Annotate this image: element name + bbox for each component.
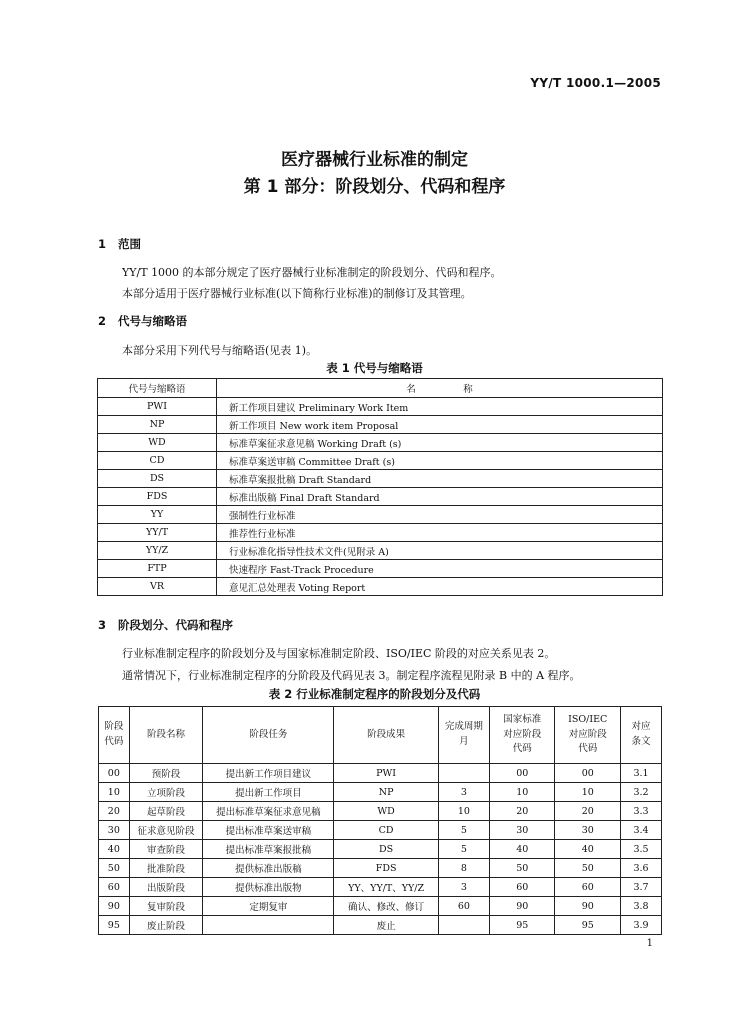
table-cell: 提出新工作项目 xyxy=(203,783,334,802)
name-cell: 新工作项目建议 Preliminary Work Item xyxy=(217,398,663,416)
table-cell: PWI xyxy=(334,764,438,783)
header-text: 阶段名称 xyxy=(147,728,186,740)
table-cell: 60 xyxy=(99,878,130,897)
table-cell: 10 xyxy=(489,783,555,802)
code-cell: PWI xyxy=(98,398,217,416)
table-cell: 60 xyxy=(489,878,555,897)
table-cell: 95 xyxy=(489,916,555,935)
header-text: 代码 xyxy=(578,743,598,755)
code-cell: VR xyxy=(98,578,217,596)
header-text: 对应阶段 xyxy=(503,728,542,740)
table-cell: 3.5 xyxy=(620,840,661,859)
header-text: ISO/IEC xyxy=(568,713,608,725)
code-cell: NP xyxy=(98,416,217,434)
table-row xyxy=(98,416,663,434)
code-cell: FTP xyxy=(98,560,217,578)
table-cell: 立项阶段 xyxy=(129,783,203,802)
code-cell: FDS xyxy=(98,488,217,506)
table-cell: 提出标准草案送审稿 xyxy=(203,821,334,840)
table-cell: 定期复审 xyxy=(203,897,334,916)
table-cell: 50 xyxy=(99,859,130,878)
table-cell: 00 xyxy=(555,764,621,783)
table-cell: 40 xyxy=(99,840,130,859)
table-cell: 废止 xyxy=(334,916,438,935)
name-cell: 标准草案送审稿 Committee Draft (s) xyxy=(217,452,663,470)
code-cell: WD xyxy=(98,434,217,452)
name-cell: 新工作项目 New work item Proposal xyxy=(217,416,663,434)
header-text: 对应阶段 xyxy=(568,728,607,740)
table-row xyxy=(98,578,663,596)
table-row xyxy=(98,488,663,506)
header-text: 阶段任务 xyxy=(249,728,288,740)
code-cell: CD xyxy=(98,452,217,470)
table-cell: FDS xyxy=(334,859,438,878)
table-row xyxy=(99,840,662,859)
table-cell: 10 xyxy=(99,783,130,802)
section-title: 范围 xyxy=(118,237,141,251)
table-cell: 00 xyxy=(99,764,130,783)
table-cell: 3 xyxy=(438,878,489,897)
page-number: 1 xyxy=(646,938,653,949)
section-number: 3 xyxy=(98,618,107,632)
paragraph: 行业标准制定程序的阶段划分及与国家标准制定阶段、ISO/IEC 阶段的对应关系见表 2。 xyxy=(122,647,556,660)
table-cell: 征求意见阶段 xyxy=(129,821,203,840)
section-1-heading xyxy=(98,236,141,252)
name-cell: 快速程序 Fast-Track Procedure xyxy=(217,560,663,578)
table-cell: YY、YY/T、YY/Z xyxy=(334,878,438,897)
table-cell: DS xyxy=(334,840,438,859)
table-cell xyxy=(438,764,489,783)
table-cell: 3.2 xyxy=(620,783,661,802)
table-cell: 90 xyxy=(99,897,130,916)
paragraph: 本部分适用于医疗器械行业标准(以下简称行业标准)的制修订及其管理。 xyxy=(122,287,472,300)
table-cell: WD xyxy=(334,802,438,821)
table-header-cell xyxy=(620,707,661,764)
header-text: 阶段成果 xyxy=(367,728,406,740)
table-row xyxy=(99,821,662,840)
table-row xyxy=(99,802,662,821)
table-cell: 30 xyxy=(99,821,130,840)
table-cell: 出版阶段 xyxy=(129,878,203,897)
table-cell: 3.8 xyxy=(620,897,661,916)
name-cell: 行业标准化指导性技术文件(见附录 A) xyxy=(217,542,663,560)
table-cell: 20 xyxy=(555,802,621,821)
table-cell: 3.1 xyxy=(620,764,661,783)
section-3-heading xyxy=(98,617,233,633)
table-row xyxy=(99,859,662,878)
table-header-cell: 代号与缩略语 xyxy=(98,379,217,398)
header-text: 完成周期 xyxy=(444,721,483,733)
table-row xyxy=(99,916,662,935)
table-row xyxy=(98,470,663,488)
table-header-cell: 名 称 xyxy=(217,379,663,398)
code-cell: YY xyxy=(98,506,217,524)
table-2 xyxy=(98,706,662,935)
table-row xyxy=(98,434,663,452)
table-cell: 起草阶段 xyxy=(129,802,203,821)
table-cell: 60 xyxy=(555,878,621,897)
name-cell: 强制性行业标准 xyxy=(217,506,663,524)
table-row xyxy=(98,560,663,578)
table-cell: 3.6 xyxy=(620,859,661,878)
table-header-row xyxy=(98,379,663,398)
table-cell: 8 xyxy=(438,859,489,878)
table-header-row xyxy=(99,707,662,764)
table-cell: 00 xyxy=(489,764,555,783)
table-cell: 90 xyxy=(555,897,621,916)
header-text: 对应 xyxy=(631,721,651,733)
code-cell: YY/T xyxy=(98,524,217,542)
table-cell: 批准阶段 xyxy=(129,859,203,878)
table-cell: 提供标准出版物 xyxy=(203,878,334,897)
table-cell xyxy=(203,916,334,935)
section-number: 1 xyxy=(98,237,107,251)
table-row xyxy=(98,524,663,542)
table-row xyxy=(98,398,663,416)
table-header-cell xyxy=(334,707,438,764)
table-cell: 提出标准草案征求意见稿 xyxy=(203,802,334,821)
table-header-cell xyxy=(129,707,203,764)
table-cell: 60 xyxy=(438,897,489,916)
table-header-cell xyxy=(203,707,334,764)
table-cell: 30 xyxy=(489,821,555,840)
standard-number: YY/T 1000.1—2005 xyxy=(530,76,661,90)
table-cell: 95 xyxy=(99,916,130,935)
table-cell xyxy=(438,916,489,935)
table-1-caption: 表 1 代号与缩略语 xyxy=(326,361,423,375)
table-row xyxy=(99,878,662,897)
document-title-line1: 医疗器械行业标准的制定 xyxy=(281,150,468,170)
table-row xyxy=(99,764,662,783)
table-1 xyxy=(97,378,663,596)
header-text: 代码 xyxy=(512,743,532,755)
table-cell: 90 xyxy=(489,897,555,916)
table-cell: 3.4 xyxy=(620,821,661,840)
table-cell: 确认、修改、修订 xyxy=(334,897,438,916)
paragraph: 通常情况下，行业标准制定程序的分阶段及代码见表 3。制定程序流程见附录 B 中的 A 程序。 xyxy=(122,669,581,682)
table-cell: 3 xyxy=(438,783,489,802)
table-cell: 30 xyxy=(555,821,621,840)
name-cell: 标准出版稿 Final Draft Standard xyxy=(217,488,663,506)
table-cell: 3.7 xyxy=(620,878,661,897)
table-row xyxy=(98,542,663,560)
table-cell: 40 xyxy=(489,840,555,859)
table-header-cell xyxy=(489,707,555,764)
table-cell: 复审阶段 xyxy=(129,897,203,916)
table-cell: 95 xyxy=(555,916,621,935)
table-cell: 预阶段 xyxy=(129,764,203,783)
table-cell: 3.9 xyxy=(620,916,661,935)
section-number: 2 xyxy=(98,314,107,328)
table-cell: 审查阶段 xyxy=(129,840,203,859)
section-title: 阶段划分、代码和程序 xyxy=(118,618,233,632)
table-cell: 3.3 xyxy=(620,802,661,821)
table-header-cell xyxy=(555,707,621,764)
name-cell: 标准草案征求意见稿 Working Draft (s) xyxy=(217,434,663,452)
table-header-cell xyxy=(438,707,489,764)
table-cell: 20 xyxy=(489,802,555,821)
table-row xyxy=(99,783,662,802)
table-cell: 10 xyxy=(555,783,621,802)
table-cell: CD xyxy=(334,821,438,840)
header-text: 条文 xyxy=(631,736,651,747)
paragraph: YY/T 1000 的本部分规定了医疗器械行业标准制定的阶段划分、代码和程序。 xyxy=(122,266,502,279)
table-cell: NP xyxy=(334,783,438,802)
table-row xyxy=(99,897,662,916)
table-cell: 提供标准出版稿 xyxy=(203,859,334,878)
code-cell: DS xyxy=(98,470,217,488)
table-cell: 20 xyxy=(99,802,130,821)
header-text: 国家标准 xyxy=(503,713,542,725)
table-cell: 提出标准草案报批稿 xyxy=(203,840,334,859)
table-header-cell xyxy=(99,707,130,764)
name-cell: 意见汇总处理表 Voting Report xyxy=(217,578,663,596)
table-row xyxy=(98,506,663,524)
table-cell: 废止阶段 xyxy=(129,916,203,935)
section-2-heading xyxy=(98,313,187,329)
table-2-caption: 表 2 行业标准制定程序的阶段划分及代码 xyxy=(268,687,481,701)
paragraph: 本部分采用下列代号与缩略语(见表 1)。 xyxy=(122,344,318,357)
header-text: 月 xyxy=(459,736,469,747)
table-row xyxy=(98,452,663,470)
table-cell: 提出新工作项目建议 xyxy=(203,764,334,783)
table-cell: 5 xyxy=(438,821,489,840)
name-cell: 推荐性行业标准 xyxy=(217,524,663,542)
header-text: 代码 xyxy=(104,736,124,747)
table-cell: 40 xyxy=(555,840,621,859)
table-cell: 50 xyxy=(555,859,621,878)
table-cell: 10 xyxy=(438,802,489,821)
document-title-line2: 第 1 部分：阶段划分、代码和程序 xyxy=(243,177,506,197)
code-cell: YY/Z xyxy=(98,542,217,560)
name-cell: 标准草案报批稿 Draft Standard xyxy=(217,470,663,488)
table-cell: 5 xyxy=(438,840,489,859)
table-cell: 50 xyxy=(489,859,555,878)
header-text: 阶段 xyxy=(104,721,124,733)
section-title: 代号与缩略语 xyxy=(118,314,187,328)
